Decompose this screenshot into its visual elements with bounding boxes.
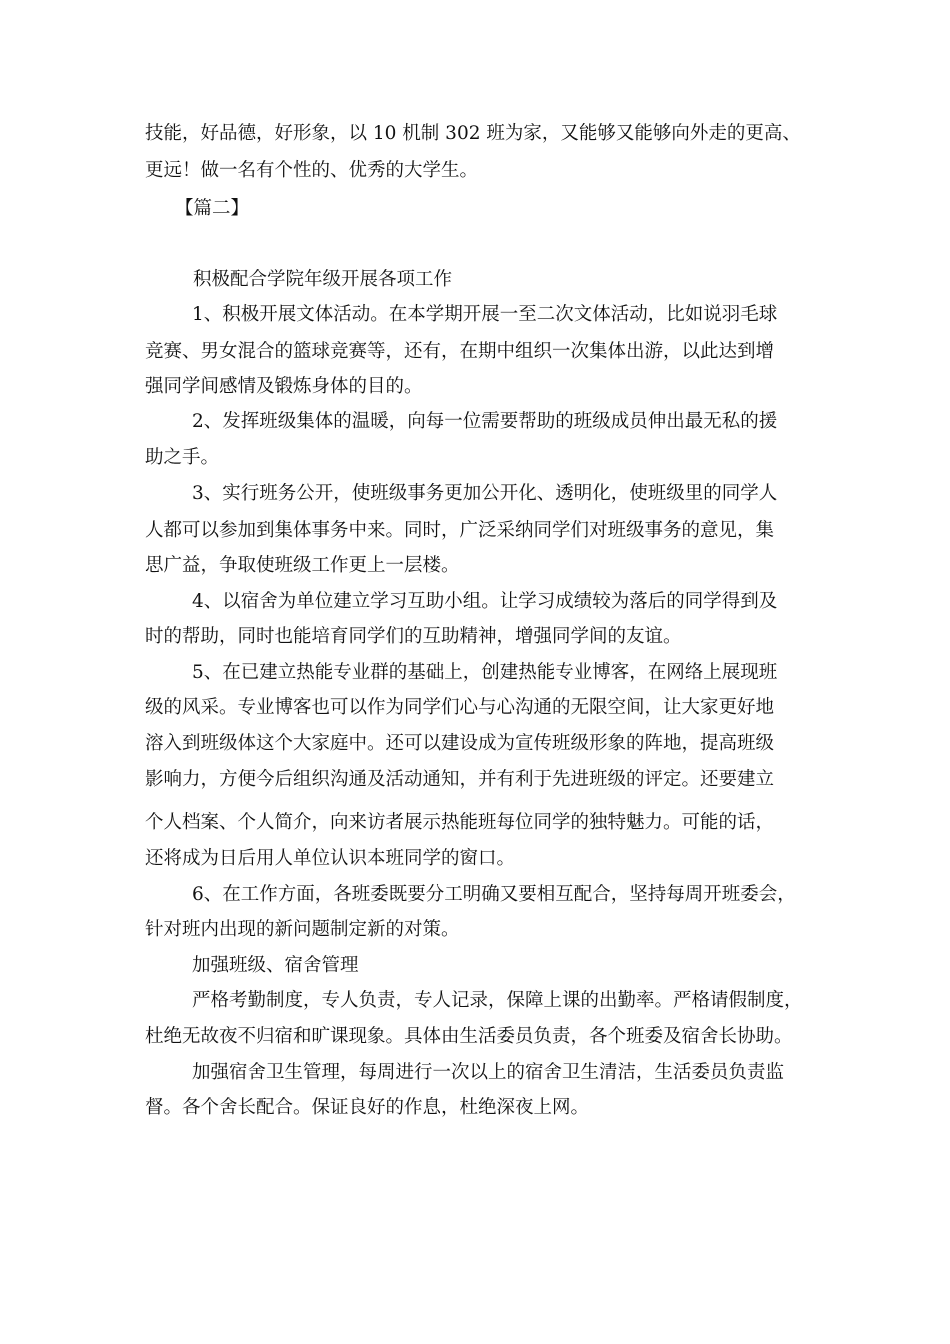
item3-line-3: 思广益，争取使班级工作更上一层楼。 — [145, 555, 460, 576]
item2-line-2: 助之手。 — [145, 447, 220, 468]
continuation-line-2: 更远！做一名有个性的、优秀的大学生。 — [145, 160, 479, 181]
item3-line-1: 3、实行班务公开，使班级事务更加公开化、透明化，使班级里的同学人 — [192, 483, 778, 504]
item1-line-1: 1、积极开展文体活动。在本学期开展一至二次文体活动，比如说羽毛球 — [192, 304, 778, 325]
item6-line-1: 6、在工作方面，各班委既要分工明确又要相互配合，坚持每周开班委会， — [192, 884, 796, 905]
item4-line-1: 4、以宿舍为单位建立学习互助小组。让学习成绩较为落后的同学得到及 — [192, 591, 778, 612]
section1-title: 积极配合学院年级开展各项工作 — [193, 269, 453, 290]
item1-line-2: 竞赛、男女混合的篮球竞赛等，还有，在期中组织一次集体出游，以此达到增 — [145, 341, 775, 362]
hygiene-line-2: 督。各个舍长配合。保证良好的作息，杜绝深夜上网。 — [145, 1097, 590, 1118]
item6-line-2: 针对班内出现的新问题制定新的对策。 — [145, 919, 460, 940]
hygiene-line-1: 加强宿舍卫生管理，每周进行一次以上的宿舍卫生清洁，生活委员负责监 — [192, 1062, 785, 1083]
item5-line-4: 影响力，方便今后组织沟通及活动通知，并有利于先进班级的评定。还要建立 — [145, 769, 775, 790]
section2-title: 加强班级、宿舍管理 — [192, 955, 359, 976]
item1-line-3: 强同学间感情及锻炼身体的目的。 — [145, 376, 423, 397]
item4-line-2: 时的帮助，同时也能培育同学们的互助精神，增强同学间的友谊。 — [145, 626, 682, 647]
item3-line-2: 人都可以参加到集体事务中来。同时，广泛采纳同学们对班级事务的意见，集 — [145, 520, 775, 541]
attendance-line-1: 严格考勤制度，专人负责，专人记录，保障上课的出勤率。严格请假制度， — [192, 990, 803, 1011]
item5-line-5: 个人档案、个人简介，向来访者展示热能班每位同学的独特魅力。可能的话， — [145, 812, 775, 833]
continuation-line-1: 技能，好品德，好形象，以 10 机制 302 班为家，又能够又能够向外走的更高、 — [145, 123, 801, 144]
item5-line-3: 溶入到班级体这个大家庭中。还可以建设成为宣传班级形象的阵地，提高班级 — [145, 733, 775, 754]
item2-line-1: 2、发挥班级集体的温暖，向每一位需要帮助的班级成员伸出最无私的援 — [192, 411, 778, 432]
item5-line-6: 还将成为日后用人单位认识本班同学的窗口。 — [145, 848, 516, 869]
section-marker: 【篇二】 — [175, 198, 250, 219]
attendance-line-2: 杜绝无故夜不归宿和旷课现象。具体由生活委员负责，各个班委及宿舍长协助。 — [145, 1026, 793, 1047]
item5-line-1: 5、在已建立热能专业群的基础上，创建热能专业博客，在网络上展现班 — [192, 662, 778, 683]
item5-line-2: 级的风采。专业博客也可以作为同学们心与心沟通的无限空间，让大家更好地 — [145, 697, 775, 718]
